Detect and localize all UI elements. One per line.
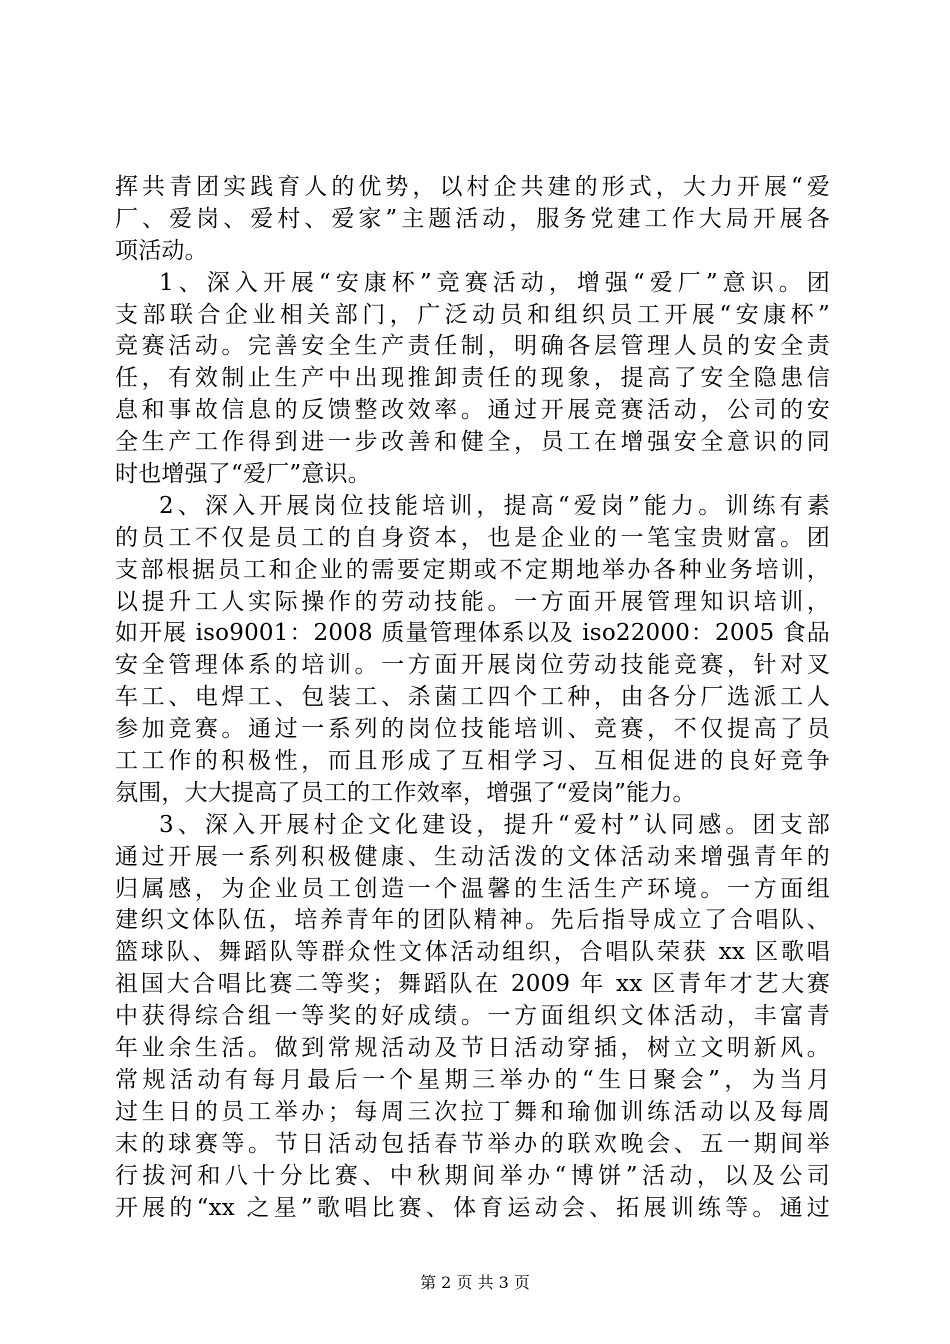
text-line: 年业余生活。做到常规活动及节日活动穿插，树立文明新风。 xyxy=(115,1035,830,1062)
text-line: 过生日的员工举办；每周三次拉丁舞和瑜伽训练活动以及每周 xyxy=(115,1098,830,1125)
text-line: 参加竞赛。通过一系列的岗位技能培训、竞赛，不仅提高了员 xyxy=(115,716,830,743)
text-line: 厂、爱岗、爱村、爱家”主题活动，服务党建工作大局开展各 xyxy=(115,205,830,232)
text-line: 支部联合企业相关部门，广泛动员和组织员工开展“安康杯” xyxy=(115,301,830,328)
text-line: 以提升工人实际操作的劳动技能。一方面开展管理知识培训， xyxy=(115,588,830,615)
text-line: 全生产工作得到进一步改善和健全，员工在增强安全意识的同 xyxy=(115,429,830,456)
text-line: 的员工不仅是员工的自身资本，也是企业的一笔宝贵财富。团 xyxy=(115,524,830,551)
text-line: 3、深入开展村企文化建设，提升“爱村”认同感。团支部 xyxy=(159,811,830,838)
text-line: 时也增强了“爱厂”意识。 xyxy=(115,461,371,488)
text-line: 车工、电焊工、包装工、杀菌工四个工种，由各分厂选派工人 xyxy=(115,684,830,711)
text-line: 氛围，大大提高了员工的工作效率，增强了“爱岗”能力。 xyxy=(115,779,696,806)
text-line: 工工作的积极性，而且形成了互相学习、互相促进的良好竞争 xyxy=(115,748,830,775)
text-line: 篮球队、舞蹈队等群众性文体活动组织，合唱队荣获 xx 区歌唱 xyxy=(115,939,830,966)
text-line: 支部根据员工和企业的需要定期或不定期地举办各种业务培训， xyxy=(115,556,830,583)
paragraph xyxy=(115,172,830,268)
text-line: 竞赛活动。完善安全生产责任制，明确各层管理人员的安全责 xyxy=(115,333,830,360)
text-line: 如开展 iso9001：2008 质量管理体系以及 iso22000：2005 食品 xyxy=(115,620,830,647)
text-line: 建织文体队伍，培养青年的团队精神。先后指导成立了合唱队、 xyxy=(115,907,830,934)
page-number: 第 2 页 共 3 页 xyxy=(420,1273,530,1292)
text-line: 安全管理体系的培训。一方面开展岗位劳动技能竞赛，针对叉 xyxy=(115,652,830,679)
text-line: 挥共青团实践育人的优势，以村企共建的形式，大力开展“爱 xyxy=(115,174,830,200)
text-line: 行拔河和八十分比赛、中秋期间举办“博饼”活动，以及公司 xyxy=(115,1162,830,1189)
text-line: 开展的“xx 之星”歌唱比赛、体育运动会、拓展训练等。通过 xyxy=(115,1194,830,1221)
text-line: 任，有效制止生产中出现推卸责任的现象，提高了安全隐患信 xyxy=(115,365,830,392)
text-line: 1、深入开展“安康杯”竞赛活动，增强“爱厂”意识。团 xyxy=(159,269,830,296)
text-line: 中获得综合组一等奖的好成绩。一方面组织文体活动，丰富青 xyxy=(115,1003,830,1030)
text-line: 祖国大合唱比赛二等奖；舞蹈队在 2009 年 xx 区青年才艺大赛 xyxy=(115,971,830,998)
text-line: 归属感，为企业员工创造一个温馨的生活生产环境。一方面组 xyxy=(115,875,830,902)
text-line: 项活动。 xyxy=(115,237,208,264)
text-line: 末的球赛等。节日活动包括春节举办的联欢晚会、五一期间举 xyxy=(115,1130,830,1157)
text-line: 常规活动有每月最后一个星期三举办的“生日聚会”，为当月 xyxy=(115,1066,830,1093)
text-line: 2、深入开展岗位技能培训，提高“爱岗”能力。训练有素 xyxy=(159,492,830,519)
paragraph xyxy=(115,491,830,810)
page-footer xyxy=(0,1272,950,1294)
body-text xyxy=(115,172,830,1224)
paragraph xyxy=(115,268,830,491)
text-line: 息和事故信息的反馈整改效率。通过开展竞赛活动，公司的安 xyxy=(115,397,830,424)
text-line: 通过开展一系列积极健康、生动活泼的文体活动来增强青年的 xyxy=(115,843,830,870)
paragraph xyxy=(115,810,830,1225)
